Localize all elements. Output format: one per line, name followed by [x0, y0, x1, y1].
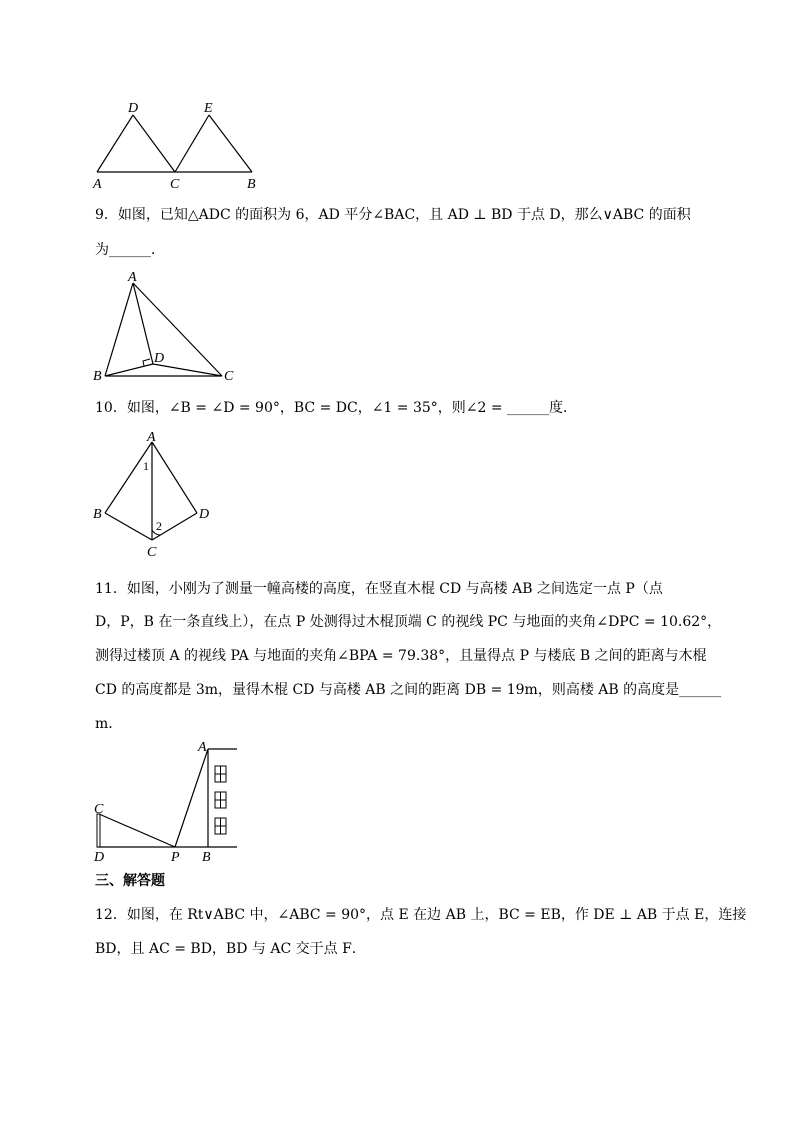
label-e: E: [204, 101, 213, 116]
segment-ad: [97, 115, 133, 172]
segment-cp: [99, 814, 175, 847]
label-b: B: [247, 177, 256, 192]
q11-line5: m．: [95, 716, 123, 732]
segment-dc: [133, 115, 175, 172]
label-p: P: [171, 850, 180, 863]
figure-q9: [85, 268, 245, 388]
figure-q10: [85, 428, 225, 563]
label-d: D: [128, 101, 139, 116]
label-b: B: [93, 507, 102, 522]
q12-line1: 12．如图，在 Rt∨ABC 中，∠ABC = 90°，点 E 在边 AB 上，BC = EB，作 DE ⊥ AB 于点 E，连接: [95, 907, 747, 923]
q11-line4: CD 的高度都是 3m，量得木棍 CD 与高楼 AB 之间的距离 DB = 19m，则高楼 AB 的高度是______: [95, 682, 722, 698]
q10-line1: 10．如图，∠B = ∠D = 90°，BC = DC，∠1 = 35°，则∠2 = ______度．: [95, 400, 578, 416]
label-a: A: [93, 177, 102, 192]
stick-cd: [97, 814, 100, 847]
label-a: A: [128, 270, 137, 285]
segment-bc: [105, 513, 152, 540]
label-a: A: [147, 430, 156, 445]
segment-ad: [133, 283, 153, 364]
q9-line2: 为______．: [95, 242, 165, 258]
label-b: B: [93, 369, 102, 384]
q11-line2: D，P，B 在一条直线上），在点 P 处测得过木棍顶端 C 的视线 PC 与地面的夹角∠DPC = 10.62°，: [95, 614, 722, 630]
figure-q11: [85, 738, 245, 863]
label-d: D: [94, 850, 105, 863]
segment-ad: [152, 442, 197, 513]
label-c: C: [224, 369, 234, 384]
q9-line1: 9．如图，已知△ADC 的面积为 6，AD 平分∠BAC，且 AD ⊥ BD 于点 D，那么∨ABC 的面积: [95, 207, 691, 223]
label-a: A: [198, 740, 207, 755]
segment-ab: [105, 283, 133, 376]
label-c: C: [94, 802, 104, 817]
q11-line3: 测得过楼顶 A 的视线 PA 与地面的夹角∠BPA = 79.38°，且量得点 P 与楼底 B 之间的距离与木棍: [95, 648, 707, 664]
segment-ab: [105, 442, 152, 513]
section-heading: 三、解答题: [95, 873, 165, 889]
segment-eb: [209, 115, 252, 172]
q11-line1: 11．如图，小刚为了测量一幢高楼的高度，在竖直木棍 CD 与高楼 AB 之间选定一点 P（点: [95, 581, 663, 597]
label-c: C: [147, 545, 157, 560]
label-angle-1: 1: [143, 459, 149, 473]
segment-pa: [175, 749, 208, 847]
label-c: C: [170, 177, 180, 192]
label-angle-2: 2: [156, 519, 162, 533]
label-d: D: [199, 507, 210, 522]
segment-ac: [133, 283, 222, 376]
label-b: B: [202, 850, 211, 863]
segment-ce: [175, 115, 209, 172]
building-windows: [215, 766, 226, 834]
figure-two-triangles: [85, 95, 270, 195]
segment-bd: [105, 364, 153, 376]
q12-line2: BD，且 AC = BD，BD 与 AC 交于点 F．: [95, 941, 366, 957]
label-d: D: [154, 351, 165, 366]
